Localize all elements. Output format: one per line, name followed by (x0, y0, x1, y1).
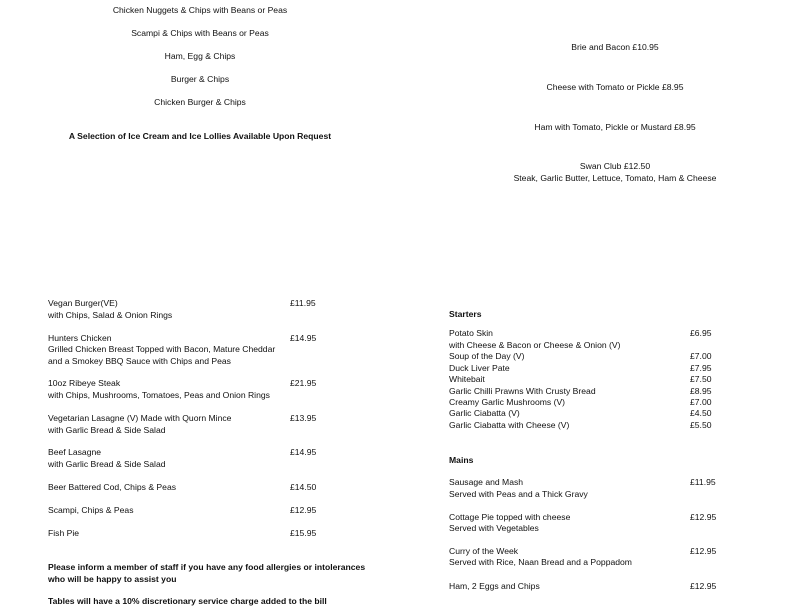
main-desc: Served with Rice, Naan Bread and a Poppadom (449, 557, 632, 567)
menu-item-price: £11.95 (290, 298, 316, 308)
menu-item-desc: and a Smokey BBQ Sauce with Chips and Peas (48, 356, 231, 366)
menu-item-name: Vegetarian Lasagne (V) Made with Quorn Mince (48, 413, 232, 423)
starter-name: Duck Liver Pate (449, 363, 510, 373)
starter-name: Whitebait (449, 374, 485, 384)
main-price: £12.95 (690, 581, 717, 591)
menu-item-name: Beef Lasagne (48, 447, 102, 457)
menu-item-price: £14.50 (290, 482, 317, 492)
allergy-note: who will be happy to assist you (48, 574, 177, 584)
main-price: £12.95 (690, 546, 717, 556)
menu-item-name: Vegan Burger(VE) (48, 298, 118, 308)
starter-desc: with Cheese & Bacon or Cheese & Onion (V) (449, 340, 621, 350)
main-name: Sausage and Mash (449, 477, 524, 487)
menu-item-desc: with Garlic Bread & Side Salad (48, 425, 166, 435)
ice-cream-note: A Selection of Ice Cream and Ice Lollies Available Upon Request (68, 131, 332, 141)
kids-item: Ham, Egg & Chips (164, 51, 236, 61)
starter-price: £8.95 (690, 386, 712, 396)
menu-item-name: Hunters Chicken (48, 333, 112, 343)
starter-name: Garlic Chilli Prawns With Crusty Bread (449, 386, 596, 396)
sandwich-item: Cheese with Tomato or Pickle £8.95 (546, 82, 684, 92)
kids-item: Burger & Chips (170, 74, 230, 84)
starter-name: Garlic Ciabatta with Cheese (V) (449, 420, 570, 430)
starter-name: Creamy Garlic Mushrooms (V) (449, 397, 566, 407)
starter-price: £7.00 (690, 351, 712, 361)
service-note: Tables will have a 10% discretionary service charge added to the bill (48, 596, 327, 606)
starter-price: £6.95 (690, 328, 712, 338)
menu-item-price: £13.95 (290, 413, 317, 423)
starter-price: £7.95 (690, 363, 712, 373)
kids-item: Chicken Burger & Chips (154, 97, 246, 107)
allergy-note: Please inform a member of staff if you have any food allergies or intolerances (48, 562, 366, 572)
starter-price: £5.50 (690, 420, 712, 430)
main-price: £11.95 (690, 477, 716, 487)
menu-item-desc: with Garlic Bread & Side Salad (48, 459, 166, 469)
main-name: Ham, 2 Eggs and Chips (449, 581, 540, 591)
main-name: Curry of the Week (449, 546, 519, 556)
starter-price: £7.50 (690, 374, 712, 384)
kids-item: Scampi & Chips with Beans or Peas (131, 28, 269, 38)
main-price: £12.95 (690, 512, 717, 522)
main-name: Cottage Pie topped with cheese (449, 512, 571, 522)
main-desc: Served with Vegetables (449, 523, 539, 533)
starters-heading: Starters (449, 309, 482, 319)
sandwich-item: Brie and Bacon £10.95 (571, 42, 659, 52)
menu-item-price: £15.95 (290, 528, 317, 538)
swan-club-desc: Steak, Garlic Butter, Lettuce, Tomato, Ham & Cheese (513, 173, 717, 183)
menu-item-name: Beer Battered Cod, Chips & Peas (48, 482, 177, 492)
menu-item-price: £21.95 (290, 378, 317, 388)
starter-price: £4.50 (690, 408, 712, 418)
menu-item-price: £14.95 (290, 333, 317, 343)
sandwich-item: Ham with Tomato, Pickle or Mustard £8.95 (534, 122, 696, 132)
swan-club-title: Swan Club £12.50 (579, 161, 651, 171)
menu-item-desc: Grilled Chicken Breast Topped with Bacon, Mature Cheddar (48, 344, 276, 354)
starter-price: £7.00 (690, 397, 712, 407)
menu-item-name: Scampi, Chips & Peas (48, 505, 134, 515)
menu-item-name: 10oz Ribeye Steak (48, 378, 121, 388)
menu-item-desc: with Chips, Mushrooms, Tomatoes, Peas and Onion Rings (48, 390, 270, 400)
starter-name: Garlic Ciabatta (V) (449, 408, 520, 418)
menu-item-desc: with Chips, Salad & Onion Rings (48, 310, 173, 320)
starter-name: Soup of the Day (V) (449, 351, 525, 361)
starter-name: Potato Skin (449, 328, 493, 338)
menu-item-price: £14.95 (290, 447, 317, 457)
main-desc: Served with Peas and a Thick Gravy (449, 489, 588, 499)
menu-item-price: £12.95 (290, 505, 317, 515)
menu-item-name: Fish Pie (48, 528, 80, 538)
mains-heading: Mains (449, 455, 474, 465)
kids-item: Chicken Nuggets & Chips with Beans or Peas (112, 5, 288, 15)
